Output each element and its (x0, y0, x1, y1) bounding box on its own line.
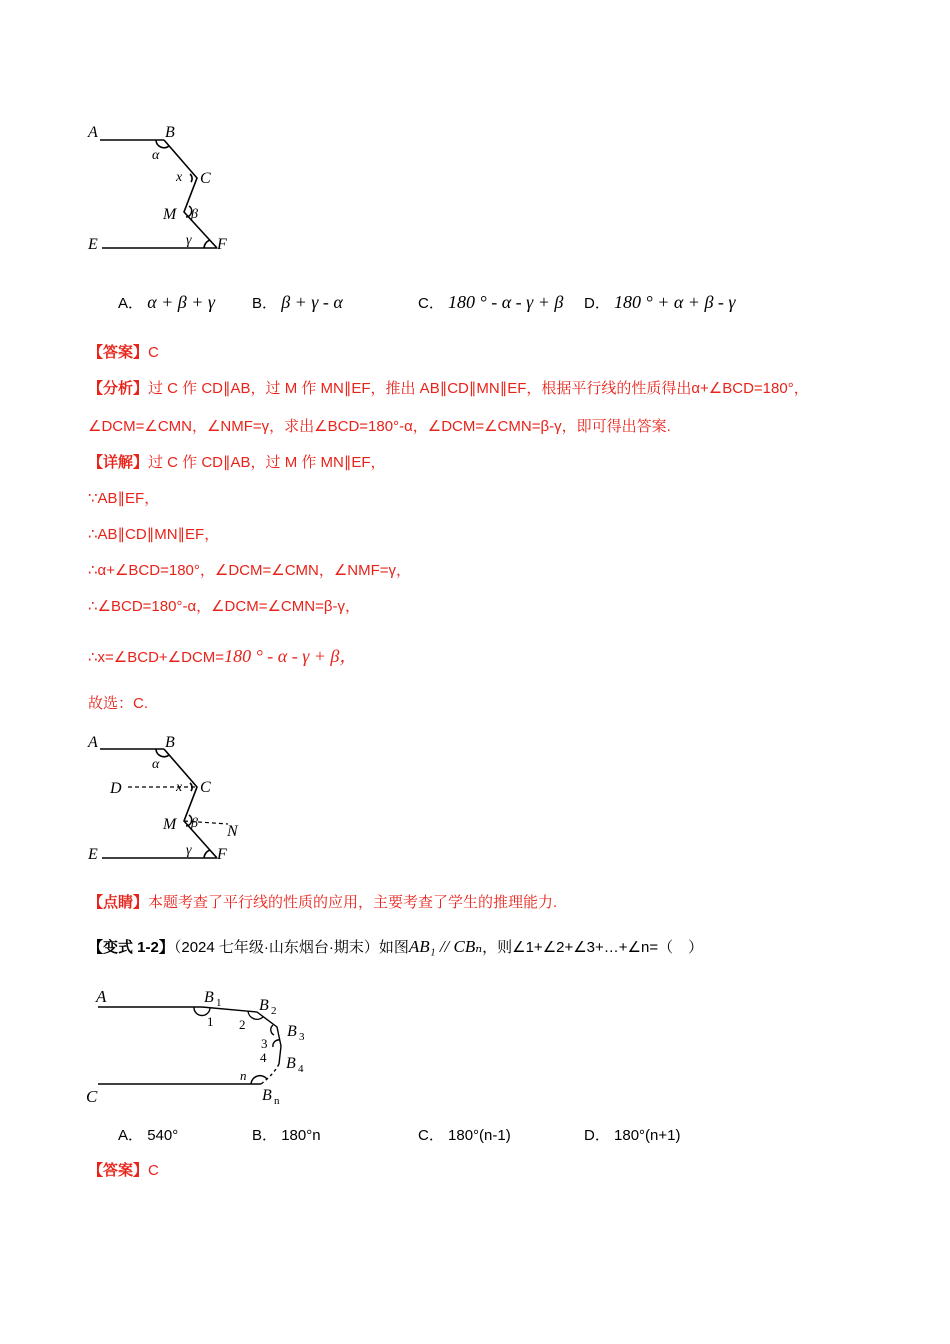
detail-text-1: 过 C 作 CD∥AB，过 M 作 MN∥EF， (148, 454, 386, 471)
fig3-label-b2: B (259, 997, 269, 1014)
option-value: 180°(n+1) (614, 1127, 681, 1144)
option-value: 540° (147, 1127, 179, 1144)
fig1-label-x: x (176, 170, 183, 185)
analysis-text-1: 过 C 作 CD∥AB，过 M 作 MN∥EF，推出 AB∥CD∥MN∥EF，根据平行线的性质得出α+∠BCD=180°， (148, 380, 809, 397)
fig1-label-beta: β (191, 207, 198, 222)
fig3-sub-4: 4 (298, 1063, 304, 1075)
figure-1 (80, 118, 250, 258)
option-letter: B． (252, 295, 278, 312)
analysis-text-2: ∠DCM=∠CMN，∠NMF=γ，求出∠BCD=180°-α，∠DCM=∠CMN=β-γ，即可得出答案. (88, 418, 671, 435)
fig3-label-b3: B (287, 1023, 297, 1040)
fig1-label-e: E (88, 236, 98, 253)
fig3-sub-2: 2 (271, 1005, 277, 1017)
option-expr: 180 ° + α + β - γ (614, 292, 736, 312)
detail-text-3: ∴AB∥CD∥MN∥EF， (88, 526, 220, 543)
variant-question (88, 936, 703, 957)
variant-math: AB₁ // CBₙ (408, 937, 483, 956)
fig3-sub-3: 3 (299, 1031, 305, 1043)
detail-line-3 (88, 523, 219, 544)
fig2-label-e: E (88, 846, 98, 863)
comment-text: 本题考查了平行线的性质的应用，主要考查了学生的推理能力. (148, 894, 558, 911)
fig3-sub-1: 1 (216, 997, 222, 1009)
option-letter: A． (118, 295, 144, 312)
fig3-angle-4: 4 (260, 1050, 267, 1065)
detail-line-6 (88, 642, 357, 668)
answer-1 (88, 341, 159, 362)
answer-2 (88, 1159, 159, 1180)
answer-value: C (148, 1162, 159, 1179)
fig1-label-c: C (200, 170, 211, 187)
fig2-label-gamma: γ (186, 843, 192, 858)
q1-option-b[interactable] (252, 292, 343, 313)
q1-option-d[interactable] (584, 292, 736, 313)
fig3-label-b4: B (286, 1055, 296, 1072)
option-letter: B． (252, 1127, 278, 1144)
fig3-angle-n: n (240, 1068, 247, 1083)
option-value: 180°n (281, 1127, 321, 1144)
fig1-label-b: B (165, 124, 175, 141)
variant-source: （2024 七年级·山东烟台·期末）如图 (173, 939, 409, 956)
option-value: 180°(n-1) (448, 1127, 511, 1144)
detail-text-6: ∴x=∠BCD+∠DCM= (88, 649, 225, 666)
fig2-label-x: x (176, 780, 183, 795)
option-expr: α + β + γ (147, 292, 215, 312)
option-expr: β + γ - α (281, 292, 343, 312)
analysis-line-1 (88, 377, 809, 398)
fig2-label-c: C (200, 779, 211, 796)
fig3-angle-3: 3 (261, 1036, 268, 1051)
q1-option-a[interactable] (118, 292, 215, 313)
fig1-label-alpha: α (152, 148, 160, 163)
analysis-tag: 【分析】 (88, 380, 149, 397)
option-letter: C． (418, 1127, 444, 1144)
q2-option-d[interactable] (584, 1124, 680, 1145)
detail-text-5: ∴∠BCD=180°-α，∠DCM=∠CMN=β-γ， (88, 598, 360, 615)
comment (88, 891, 557, 912)
detail-line-4 (88, 559, 411, 580)
fig3-sub-n: n (274, 1095, 280, 1107)
variant-tag: 【变式 1-2】 (88, 939, 174, 956)
option-expr: 180 ° - α - γ + β (448, 292, 564, 312)
fig1-label-m: M (163, 206, 177, 223)
q2-option-c[interactable] (418, 1124, 511, 1145)
fig2-label-f: F (217, 846, 227, 863)
q2-option-b[interactable] (252, 1124, 321, 1145)
fig2-label-beta: β (191, 816, 198, 831)
detail-line-1 (88, 451, 386, 472)
detail-conclusion (88, 692, 148, 713)
fig1-label-gamma: γ (186, 233, 192, 248)
fig2-label-d: D (110, 780, 122, 797)
detail-expr-6: 180 ° - α - γ + β， (224, 646, 358, 666)
detail-text-4: ∴α+∠BCD=180°，∠DCM=∠CMN，∠NMF=γ， (88, 562, 412, 579)
fig2-label-alpha: α (152, 757, 160, 772)
fig2-label-n: N (227, 823, 238, 840)
fig2-label-a: A (88, 734, 98, 751)
analysis-line-2 (88, 415, 671, 436)
detail-line-5 (88, 595, 360, 616)
fig3-label-a: A (96, 987, 107, 1006)
fig3-label-b1: B (204, 989, 214, 1006)
fig3-angle-1: 1 (207, 1014, 214, 1029)
fig2-label-b: B (165, 734, 175, 751)
fig1-label-a: A (88, 124, 98, 141)
figure-3 (80, 980, 320, 1110)
fig3-angle-2: 2 (239, 1017, 246, 1032)
fig2-label-m: M (163, 816, 177, 833)
option-letter: C． (418, 295, 444, 312)
comment-tag: 【点睛】 (88, 894, 149, 911)
detail-text-2: ∵AB∥EF， (88, 490, 160, 507)
answer-tag: 【答案】 (88, 1162, 149, 1179)
detail-conclusion-text: 故选：C. (88, 695, 149, 712)
answer-tag: 【答案】 (88, 344, 149, 361)
fig3-label-c: C (86, 1087, 98, 1106)
detail-line-2 (88, 487, 159, 508)
option-letter: D． (584, 1127, 610, 1144)
option-letter: D． (584, 295, 610, 312)
variant-question-text: ，则∠1+∠2+∠3+…+∠n=（ ） (482, 939, 704, 956)
q2-option-a[interactable] (118, 1124, 178, 1145)
figure-2 (80, 728, 250, 868)
detail-tag: 【详解】 (88, 454, 149, 471)
q1-option-c[interactable] (418, 292, 563, 313)
answer-value: C (148, 344, 159, 361)
fig1-label-f: F (217, 236, 227, 253)
fig3-label-bn: B (262, 1087, 272, 1104)
option-letter: A． (118, 1127, 144, 1144)
